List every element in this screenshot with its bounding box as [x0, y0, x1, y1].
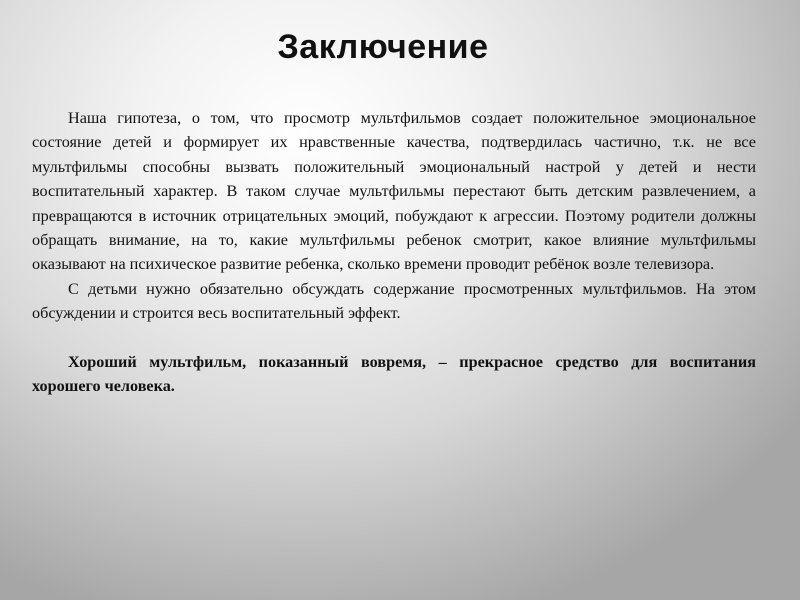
slide-body — [32, 106, 756, 399]
paragraph-discussion: С детьми нужно обязательно обсуждать содержание просмотренных мультфильмов. На этом обсуждении и строится весь воспитательный эффект. — [32, 279, 756, 323]
paragraph-conclusion: Хороший мультфильм, показанный вовремя, – прекрасное средство для воспитания хорошего человека. — [32, 353, 756, 396]
paragraph-hypothesis: Наша гипотеза, о том, что просмотр мультфильмов создает положительное эмоциональное состояние детей и формирует их нравственные качества, подтвердилась частично, т.к. не все мультфильмы способны вызвать положительный эмоциональный настрой у детей и нести воспитательный характер. В таком случае мультфильмы перестают быть детским развлечением, а превращаются в источник отрицательных эмоций, побуждают к агрессии. Поэтому родители должны обращать внимание, на то, какие мультфильмы ребенок смотрит, какое влияние мультфильмы оказывают на психическое развитие ребенка, сколько времени проводит ребёнок возле телевизора. — [32, 109, 756, 274]
slide-title: Заключение — [277, 28, 489, 66]
paragraph-spacer — [32, 326, 756, 350]
